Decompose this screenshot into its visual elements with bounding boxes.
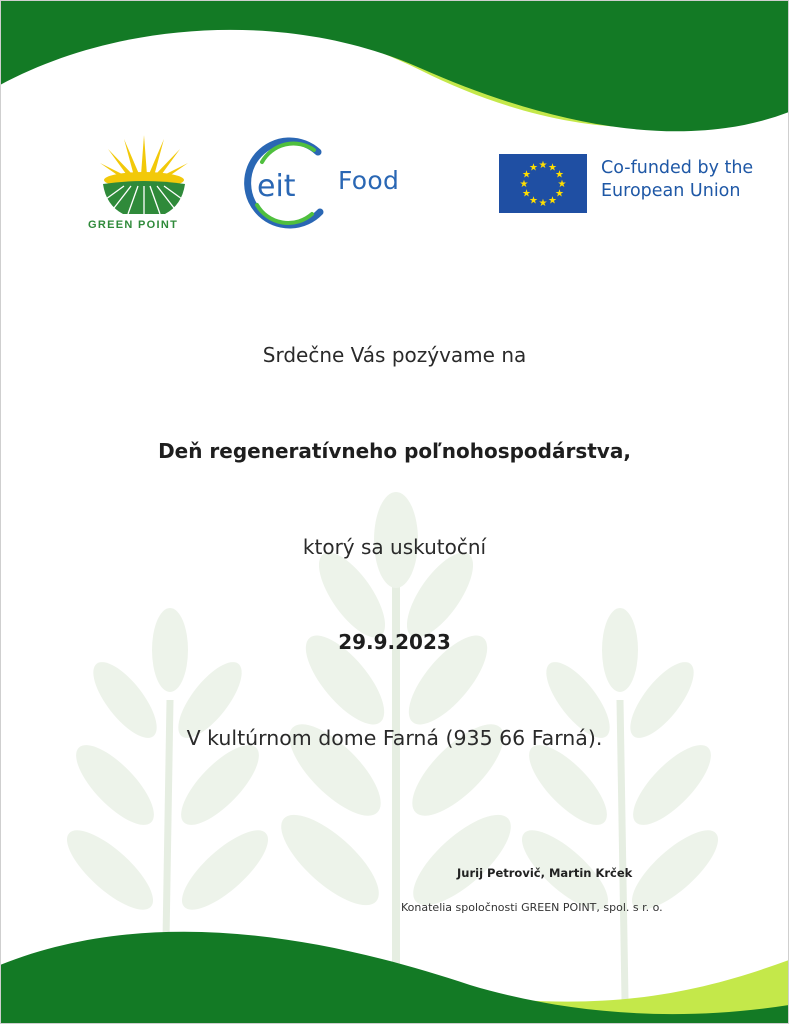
eu-line-1: Co-funded by the <box>601 158 754 178</box>
eu-star: ★ <box>522 188 532 200</box>
svg-text:eit: eit <box>257 169 296 204</box>
signatory-role: Konatelia spoločnosti GREEN POINT, spol. s r. o. <box>401 901 663 914</box>
green-point-label: GREEN POINT <box>88 219 179 231</box>
held-text: ktorý sa uskutoční <box>302 535 487 559</box>
eu-star: ★ <box>538 160 548 171</box>
invitation-intro: Srdečne Vás pozývame na <box>262 343 527 367</box>
eu-cofunded-text <box>601 157 786 203</box>
event-venue: V kultúrnom dome Farná (935 66 Farná). <box>186 726 603 750</box>
event-title: Deň regeneratívneho poľnohospodárstva, <box>158 439 631 463</box>
eit-food-word: Food <box>338 166 400 195</box>
eu-star: ★ <box>548 195 557 207</box>
eu-star: ★ <box>529 162 538 174</box>
event-date: 29.9.2023 <box>338 630 451 654</box>
signatory-names: Jurij Petrovič, Martin Krček <box>457 866 633 880</box>
eu-star: ★ <box>557 179 567 190</box>
eu-star: ★ <box>522 169 532 181</box>
eu-line-2: European Union <box>601 181 741 201</box>
eu-star: ★ <box>538 198 548 209</box>
eu-star: ★ <box>519 179 529 190</box>
eu-star: ★ <box>554 188 564 200</box>
eu-star: ★ <box>529 195 538 207</box>
eu-star: ★ <box>548 162 557 174</box>
eu-star: ★ <box>554 169 564 181</box>
